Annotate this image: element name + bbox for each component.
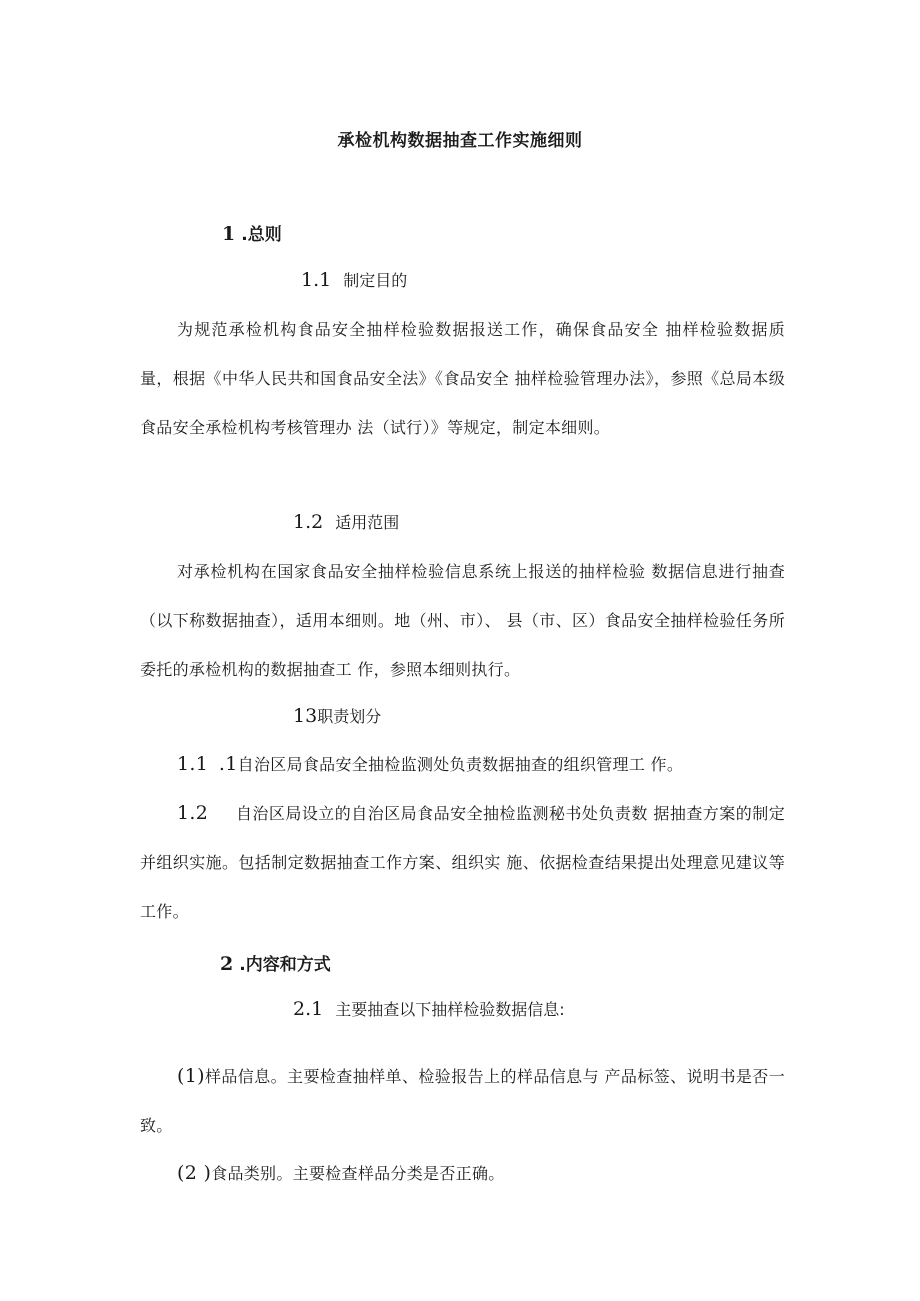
item-2-number: (2 ) bbox=[177, 1162, 212, 1184]
section-1-1-number: 1.1 bbox=[301, 269, 332, 291]
section-1-3-item-1 bbox=[177, 740, 785, 789]
section-2-1-heading bbox=[293, 997, 565, 1020]
section-1-heading bbox=[222, 220, 282, 245]
item-1-sub-number: .1 bbox=[218, 753, 238, 775]
item-2-text: 自治区局设立的自治区局食品安全抽检监测秘书处负责数 据抽查方案的制定并组织实施。包括制定数据抽查工作方案、组织实 施、依据检查结果提出处理意见建议等工作。 bbox=[140, 804, 785, 921]
item-1-number: (1) bbox=[177, 1065, 205, 1087]
section-1-3-heading bbox=[293, 704, 381, 727]
document-title: 承检机构数据抽查工作实施细则 bbox=[337, 131, 583, 151]
item-1-number: 1.1 bbox=[177, 753, 209, 775]
section-1-number: 1 bbox=[222, 223, 236, 245]
section-1-2-paragraph: 对承检机构在国家食品安全抽样检验信息系统上报送的抽样检验 数据信息进行抽查（以下称数据抽查），适用本细则。地（州、市）、 县（市、区）食品安全抽样检验任务所委托的承检机构的数据抽查工 作，参照本细则执行。 bbox=[140, 562, 785, 679]
section-2-label: .内容和方式 bbox=[239, 955, 331, 975]
section-2-number: 2 bbox=[220, 953, 234, 975]
section-2-heading bbox=[220, 950, 331, 975]
item-1-text: 样品信息。主要检查抽样单、检验报告上的样品信息与 产品标签、说明书是否一致。 bbox=[140, 1067, 785, 1135]
section-1-1-label: 制定目的 bbox=[343, 271, 408, 290]
section-2-1-label: 主要抽查以下抽样检验数据信息: bbox=[335, 1000, 565, 1019]
section-1-1-paragraph: 为规范承检机构食品安全抽样检验数据报送工作，确保食品安全 抽样检验数据质量，根据《中华人民共和国食品安全法》《食品安全 抽样检验管理办法》，参照《总局本级食品安全承检机构考核管理办 法（试行）》等规定，制定本细则。 bbox=[140, 320, 785, 437]
section-1-1-heading bbox=[301, 268, 407, 291]
section-1-3-label: 职责划分 bbox=[317, 707, 382, 726]
section-1-3-item-2 bbox=[140, 789, 785, 936]
section-1-2-heading bbox=[293, 510, 399, 533]
item-2-number: 1.2 bbox=[177, 802, 209, 824]
item-2-text: 食品类别。主要检查样品分类是否正确。 bbox=[211, 1164, 505, 1183]
item-1-text: 自治区局食品安全抽检监测处负责数据抽查的组织管理工 作。 bbox=[237, 755, 684, 774]
section-2-1-item-2 bbox=[140, 1149, 785, 1198]
section-1-2-label: 适用范围 bbox=[335, 513, 400, 532]
section-1-3-number: 13 bbox=[293, 705, 318, 727]
section-1-label: .总则 bbox=[241, 225, 282, 245]
section-2-1-number: 2.1 bbox=[293, 998, 324, 1020]
section-2-1-item-1 bbox=[140, 1052, 785, 1150]
section-1-2-number: 1.2 bbox=[293, 511, 324, 533]
